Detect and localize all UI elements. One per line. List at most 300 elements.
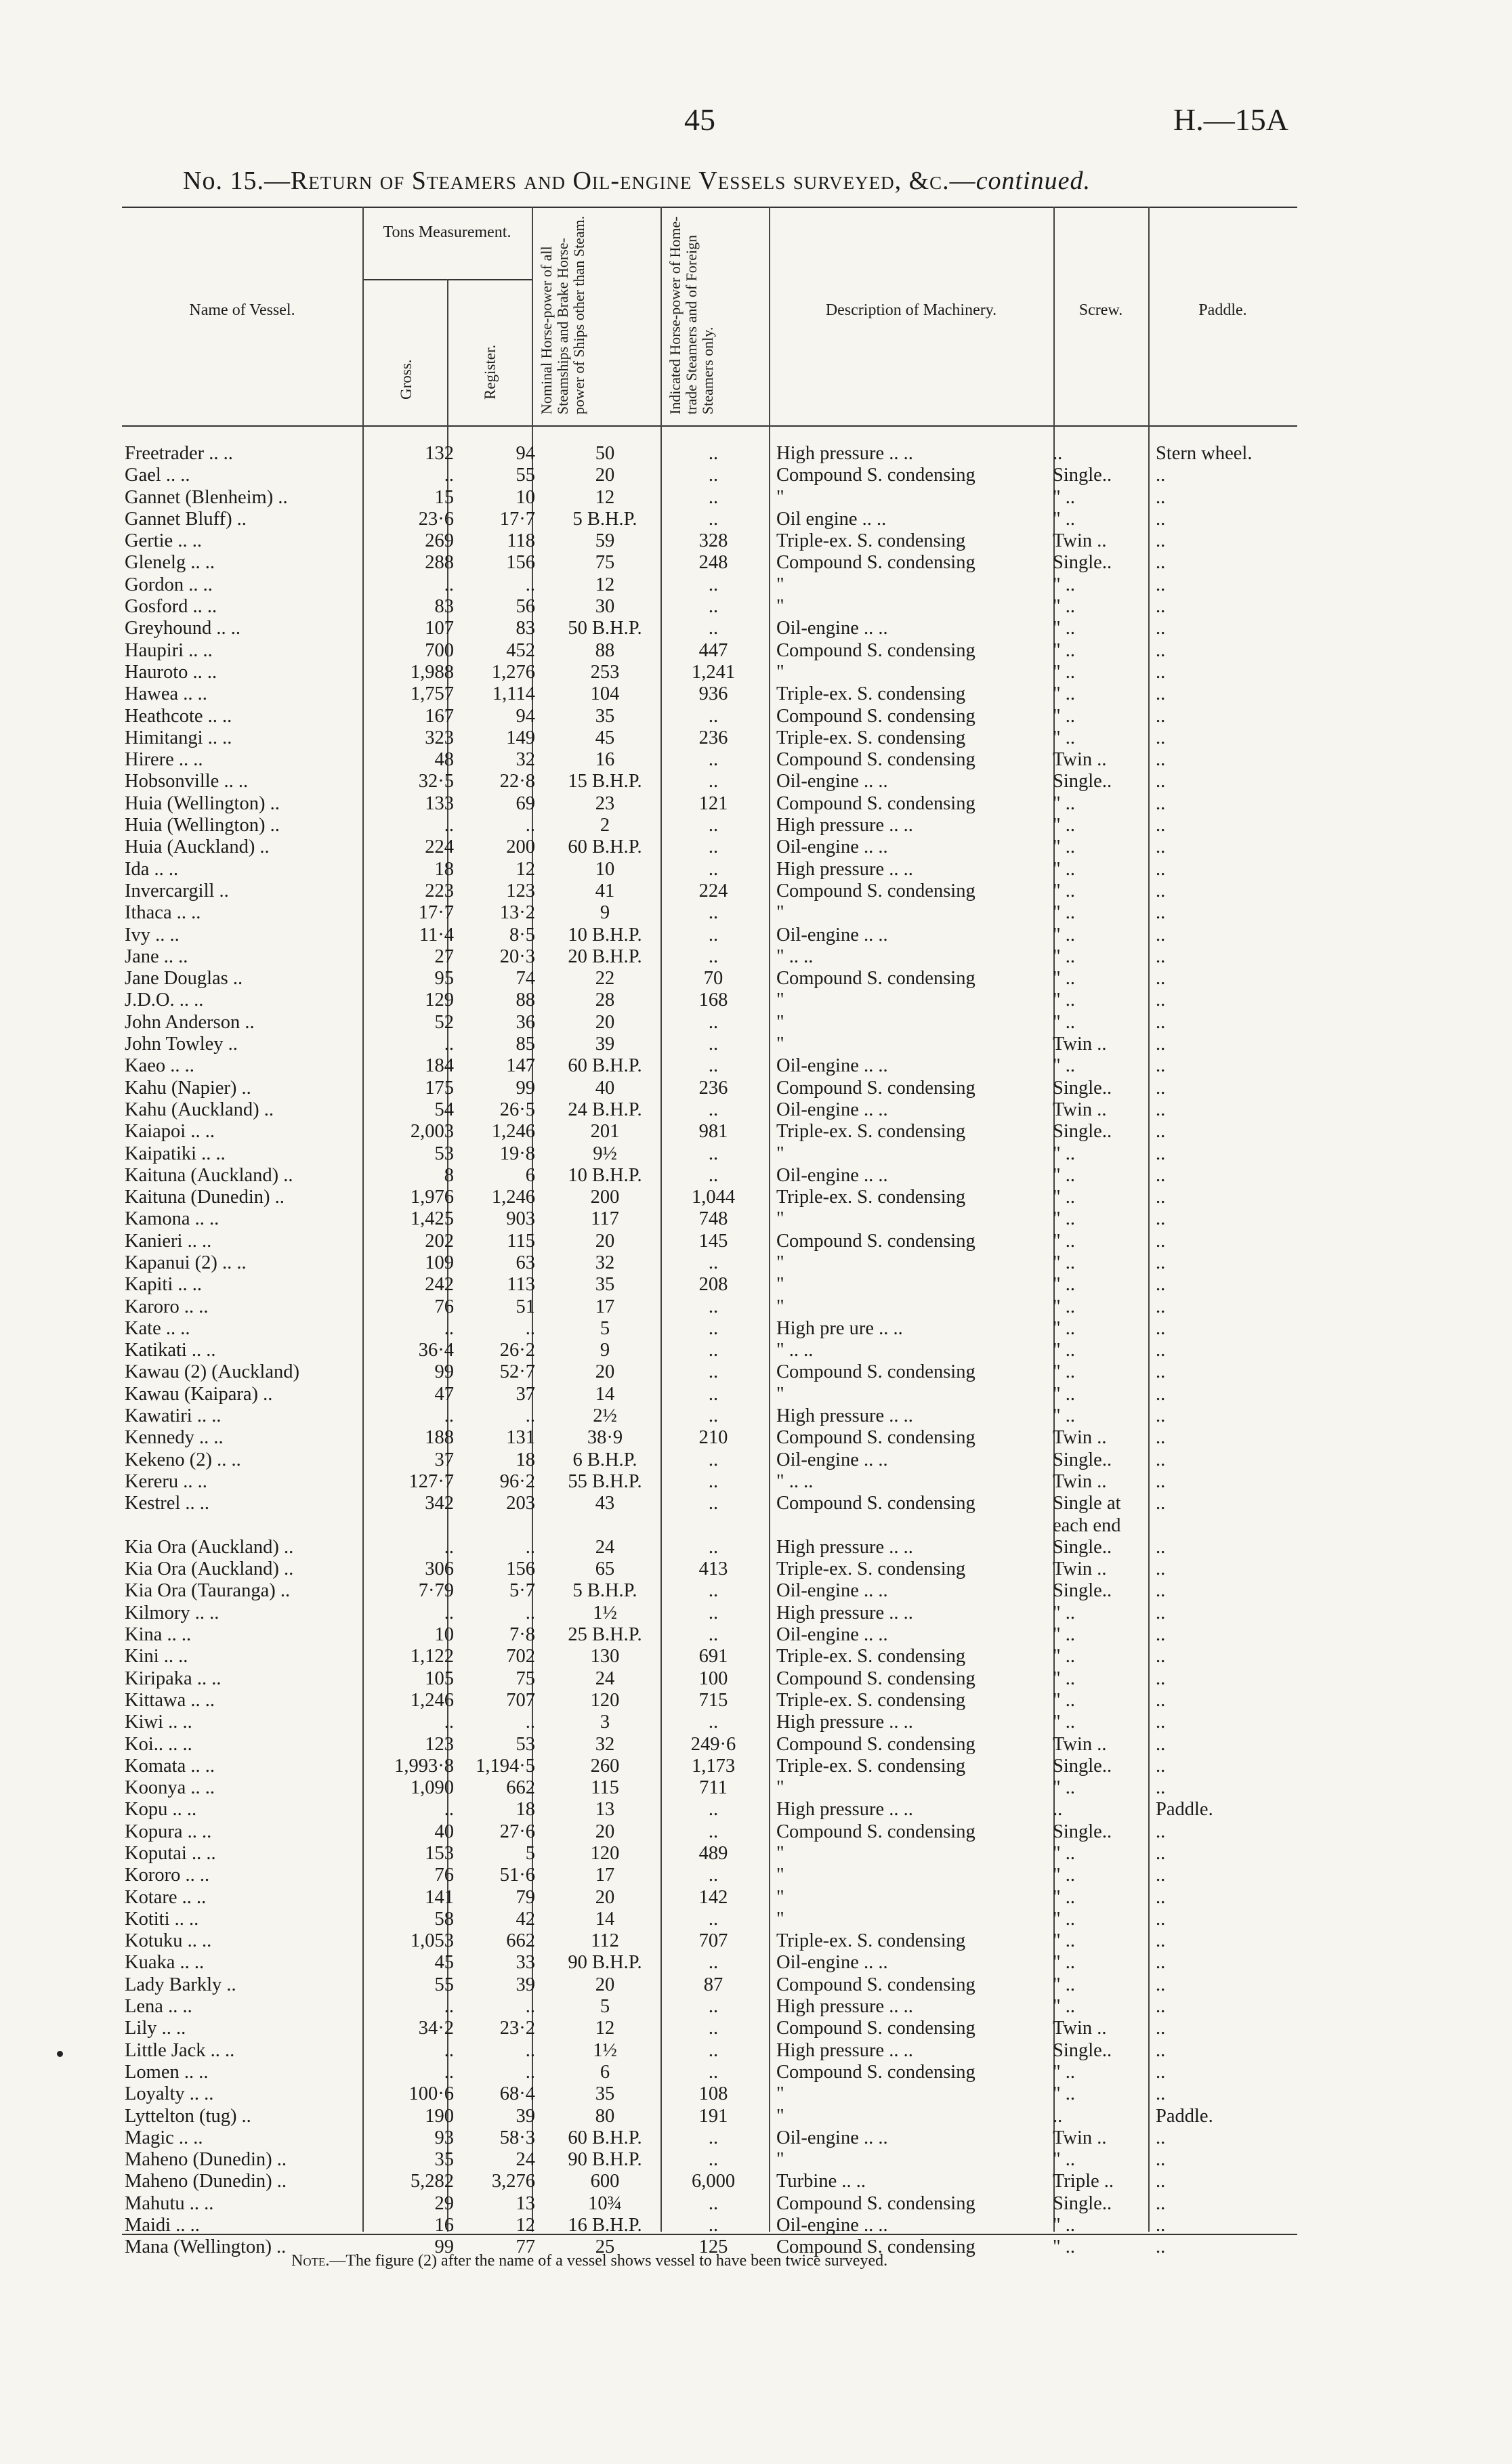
table-row — [122, 1099, 1252, 1121]
screw-type: " .. — [1053, 661, 1076, 683]
vessel-name: Kawau (2) (Auckland) — [125, 1361, 299, 1383]
indicated-hp: 707 — [698, 1930, 728, 1952]
register-tons: 63 — [516, 1252, 535, 1273]
gross-tons: 15 — [434, 486, 454, 508]
indicated-hp: .. — [708, 1908, 719, 1930]
vessel-name: Haupiri .. .. — [125, 639, 213, 661]
vessel-table — [122, 443, 1252, 2259]
register-tons: 147 — [506, 1055, 535, 1077]
table-row — [122, 1887, 1252, 1909]
screw-type: Triple .. — [1053, 2171, 1114, 2192]
nominal-hp: 35 — [595, 705, 615, 727]
vessel-name: Kestrel .. .. — [125, 1493, 210, 1514]
table-row — [122, 1449, 1252, 1471]
gross-tons: 45 — [434, 1952, 454, 1974]
screw-type: " .. — [1053, 902, 1076, 924]
indicated-hp: 715 — [698, 1689, 728, 1711]
nominal-hp: 25 B.H.P. — [568, 1624, 642, 1646]
screw-type: " .. — [1053, 683, 1076, 705]
gross-tons: 306 — [425, 1558, 454, 1580]
table-row — [122, 968, 1252, 990]
gross-tons: 76 — [434, 1865, 454, 1886]
nominal-hp: 17 — [595, 1865, 615, 1886]
nominal-hp: 39 — [595, 1034, 615, 1055]
table-row — [122, 880, 1252, 902]
table-row — [122, 836, 1252, 858]
indicated-hp: .. — [708, 1034, 719, 1055]
nominal-hp: 22 — [595, 968, 615, 990]
vessel-name: Kaipatiki .. .. — [125, 1143, 226, 1164]
machinery-description: Oil-engine .. .. — [776, 836, 888, 858]
gross-tons: .. — [444, 1996, 454, 2018]
register-tons: 36 — [516, 1011, 535, 1033]
vessel-name: Ithaca .. .. — [125, 902, 201, 924]
paddle-type: .. — [1156, 1296, 1166, 1317]
register-tons: 22·8 — [499, 771, 535, 792]
nominal-hp: 1½ — [593, 1602, 617, 1623]
register-tons: .. — [525, 2039, 535, 2061]
screw-type: Twin .. — [1053, 530, 1107, 552]
register-tons: 51 — [516, 1296, 535, 1317]
register-tons: .. — [525, 2061, 535, 2083]
indicated-hp: .. — [708, 1449, 719, 1470]
screw-type: " .. — [1053, 1865, 1076, 1886]
gross-tons: 18 — [434, 858, 454, 880]
paddle-type: .. — [1156, 1996, 1166, 2018]
vessel-name: Komata .. .. — [125, 1755, 215, 1777]
table-row — [122, 1624, 1252, 1646]
table-row — [122, 1340, 1252, 1361]
machinery-description: " — [776, 1252, 784, 1273]
machinery-description: Oil-engine .. .. — [776, 771, 888, 792]
vessel-name: Kia Ora (Auckland) .. — [125, 1558, 294, 1580]
col-header-tons: Tons Measurement. — [383, 224, 511, 241]
indicated-hp: .. — [708, 1602, 719, 1623]
screw-type: " .. — [1053, 1777, 1076, 1799]
register-tons: 83 — [516, 618, 535, 639]
screw-type: .. — [1053, 2105, 1063, 2127]
table-row — [122, 2040, 1252, 2062]
machinery-description: High pressure .. .. — [776, 858, 913, 880]
nominal-hp: 130 — [590, 1646, 620, 1668]
register-tons: 94 — [516, 705, 535, 727]
indicated-hp: .. — [708, 1865, 719, 1886]
gross-tons: 342 — [425, 1493, 454, 1514]
nominal-hp: 35 — [595, 2083, 615, 2105]
machinery-description: High pre ure .. .. — [776, 1317, 903, 1339]
paddle-type: .. — [1156, 1405, 1166, 1427]
register-tons: 707 — [506, 1689, 535, 1711]
col-header-gross: Gross. — [398, 359, 415, 400]
indicated-hp: .. — [708, 749, 719, 771]
table-row — [122, 465, 1252, 486]
gross-tons: 133 — [425, 792, 454, 814]
gross-tons: 1,757 — [410, 683, 454, 705]
paddle-type: .. — [1156, 815, 1166, 836]
nominal-hp: 120 — [590, 1689, 620, 1711]
vessel-name: Ida .. .. — [125, 858, 179, 880]
register-tons: 20·3 — [499, 946, 535, 967]
machinery-description: Triple-ex. S. condensing — [776, 727, 966, 748]
register-tons: 6 — [525, 1164, 535, 1186]
machinery-description: Compound S. condensing — [776, 1493, 975, 1514]
title-continued: continued. — [975, 167, 1091, 195]
screw-type: Single.. — [1053, 465, 1112, 486]
paddle-type: .. — [1156, 1252, 1166, 1273]
nominal-hp: 20 — [595, 465, 615, 486]
paddle-type: .. — [1156, 858, 1166, 880]
nominal-hp: 20 B.H.P. — [568, 946, 642, 967]
indicated-hp: .. — [708, 596, 719, 618]
vessel-name: Greyhound .. .. — [125, 618, 240, 639]
paddle-type: .. — [1156, 1208, 1166, 1230]
machinery-description: Oil-engine .. .. — [776, 1580, 888, 1602]
gross-tons: 184 — [425, 1055, 454, 1077]
vessel-name: Gannet (Blenheim) .. — [125, 486, 288, 508]
screw-type: Twin .. — [1053, 1099, 1107, 1120]
col-header-screw: Screw. — [1078, 301, 1123, 319]
screw-type: " .. — [1053, 1383, 1076, 1405]
gross-tons: 58 — [434, 1908, 454, 1930]
indicated-hp — [663, 1515, 764, 1537]
vessel-name: Kiripaka .. .. — [125, 1668, 222, 1689]
screw-type: " .. — [1053, 1602, 1076, 1623]
gross-tons: .. — [444, 1536, 454, 1558]
col-header-indicated: Indicated Horse-power of Home-trade Steamers and of Foreign Steamers only. — [667, 216, 716, 415]
screw-type: " .. — [1053, 1646, 1076, 1668]
register-tons: 113 — [507, 1274, 535, 1296]
table-row — [122, 1777, 1252, 1799]
screw-type: " .. — [1053, 1011, 1076, 1033]
gross-tons: 269 — [425, 530, 454, 552]
screw-type: " .. — [1053, 1908, 1076, 1930]
gross-tons: 1,246 — [410, 1689, 454, 1711]
screw-type: Single.. — [1053, 1077, 1112, 1099]
machinery-description: " .. .. — [776, 1470, 814, 1492]
table-row — [122, 1231, 1252, 1252]
nominal-hp: 20 — [595, 1361, 615, 1383]
register-tons: 452 — [506, 639, 535, 661]
gross-tons: 83 — [434, 596, 454, 618]
gross-tons: 55 — [434, 1974, 454, 1995]
nominal-hp: 112 — [591, 1930, 619, 1952]
paddle-type: .. — [1156, 1274, 1166, 1296]
vessel-name: Huia (Wellington) .. — [125, 792, 280, 814]
nominal-hp: 20 — [595, 1230, 615, 1252]
screw-type: " .. — [1053, 2236, 1076, 2258]
paddle-type: .. — [1156, 552, 1166, 574]
indicated-hp: .. — [708, 1493, 719, 1514]
screw-type: " .. — [1053, 968, 1076, 990]
paddle-type: .. — [1156, 1624, 1166, 1646]
nominal-hp: 24 — [595, 1536, 615, 1558]
table-row — [122, 859, 1252, 880]
gross-tons: 95 — [434, 968, 454, 990]
table-row — [122, 1974, 1252, 1996]
indicated-hp: 1,241 — [691, 661, 736, 683]
paddle-type: .. — [1156, 1843, 1166, 1864]
screw-type: " .. — [1053, 990, 1076, 1011]
paddle-type: .. — [1156, 465, 1166, 486]
machinery-description: Compound S. condensing — [776, 705, 975, 727]
vessel-name: Kuaka .. .. — [125, 1952, 205, 1974]
paddle-type: .. — [1156, 1755, 1166, 1777]
nominal-hp: 104 — [590, 683, 620, 705]
machinery-description: Oil-engine .. .. — [776, 2215, 888, 2236]
paddle-type: .. — [1156, 1886, 1166, 1908]
header-bottom-rule — [122, 425, 1297, 427]
paddle-type: .. — [1156, 1383, 1166, 1405]
paddle-type: .. — [1156, 2149, 1166, 2171]
machinery-description: " — [776, 990, 784, 1011]
screw-type: Twin .. — [1053, 1470, 1107, 1492]
nominal-hp: 60 B.H.P. — [568, 2127, 642, 2148]
vessel-name: Lady Barkly .. — [125, 1974, 236, 1995]
indicated-hp: 100 — [698, 1668, 728, 1689]
paddle-type: .. — [1156, 1011, 1166, 1033]
indicated-hp: 328 — [698, 530, 728, 552]
nominal-hp: 10 — [595, 858, 615, 880]
vessel-name: Koputai .. .. — [125, 1843, 216, 1864]
vessel-name: Hirere .. .. — [125, 749, 203, 771]
screw-type: Single at — [1053, 1493, 1121, 1514]
indicated-hp: 6,000 — [691, 2171, 736, 2192]
register-tons: 203 — [506, 1493, 535, 1514]
screw-type: Single.. — [1053, 552, 1112, 574]
gross-tons: 223 — [425, 880, 454, 901]
register-tons: 69 — [516, 792, 535, 814]
nominal-hp: 16 B.H.P. — [568, 2215, 642, 2236]
table-row — [122, 1668, 1252, 1690]
machinery-description: Compound S. condensing — [776, 1974, 975, 1995]
paddle-type: .. — [1156, 639, 1166, 661]
register-tons: 10 — [516, 486, 535, 508]
vessel-name: Kia Ora (Tauranga) .. — [125, 1580, 291, 1602]
nominal-hp: 10 B.H.P. — [568, 924, 642, 946]
table-row — [122, 1318, 1252, 1340]
machinery-description: Compound S. condensing — [776, 792, 975, 814]
indicated-hp: .. — [708, 2215, 719, 2236]
vessel-name: Kotuku .. .. — [125, 1930, 212, 1952]
nominal-hp: 90 B.H.P. — [568, 1952, 642, 1974]
register-tons: .. — [525, 815, 535, 836]
indicated-hp: .. — [708, 771, 719, 792]
machinery-description: Compound S. condensing — [776, 2192, 975, 2214]
screw-type: Twin .. — [1053, 1558, 1107, 1580]
vessel-name: Gertie .. .. — [125, 530, 202, 552]
paddle-type: .. — [1156, 1908, 1166, 1930]
paddle-type: .. — [1156, 792, 1166, 814]
paddle-type: .. — [1156, 2018, 1166, 2039]
nominal-hp: 10¾ — [588, 2192, 622, 2214]
screw-type: " .. — [1053, 639, 1076, 661]
table-row — [122, 1165, 1252, 1187]
nominal-hp: 9½ — [593, 1143, 617, 1164]
register-tons: 156 — [506, 552, 535, 574]
indicated-hp: .. — [708, 946, 719, 967]
register-tons: 96·2 — [499, 1470, 535, 1492]
machinery-description: High pressure .. .. — [776, 1712, 913, 1733]
machinery-description: Compound S. condensing — [776, 1821, 975, 1842]
machinery-description: " — [776, 661, 784, 683]
gross-tons: 29 — [434, 2192, 454, 2214]
indicated-hp: .. — [708, 1821, 719, 1842]
screw-type: " .. — [1053, 1340, 1076, 1361]
screw-type: " .. — [1053, 1252, 1076, 1273]
machinery-description: Triple-ex. S. condensing — [776, 1558, 966, 1580]
screw-type: " .. — [1053, 1624, 1076, 1646]
vessel-name: Jane Douglas .. — [125, 968, 243, 990]
nominal-hp: 12 — [595, 486, 615, 508]
indicated-hp: .. — [708, 1340, 719, 1361]
table-row — [122, 618, 1252, 639]
nominal-hp: 40 — [595, 1077, 615, 1099]
table-row — [122, 1602, 1252, 1624]
register-tons: 5 — [525, 1843, 535, 1864]
col-header-register: Register. — [482, 344, 499, 400]
indicated-hp: .. — [708, 2127, 719, 2148]
table-row — [122, 1821, 1252, 1843]
machinery-description: Triple-ex. S. condensing — [776, 530, 966, 552]
register-tons: .. — [525, 1602, 535, 1623]
indicated-hp: 145 — [698, 1230, 728, 1252]
paddle-type: .. — [1156, 1317, 1166, 1339]
table-row — [122, 1078, 1252, 1099]
screw-type: " .. — [1053, 880, 1076, 901]
vessel-name: Kekeno (2) .. .. — [125, 1449, 241, 1470]
paddle-type: .. — [1156, 1164, 1166, 1186]
nominal-hp: 32 — [595, 1252, 615, 1273]
machinery-description — [764, 1515, 1047, 1537]
gross-tons: 123 — [425, 1733, 454, 1755]
register-tons: 19·8 — [499, 1143, 535, 1164]
screw-type: " .. — [1053, 836, 1076, 858]
paddle-type: .. — [1156, 2192, 1166, 2214]
gross-tons: .. — [444, 1602, 454, 1623]
paddle-type — [1146, 1515, 1252, 1537]
table-row — [122, 1384, 1252, 1405]
vessel-name: Kopu .. .. — [125, 1799, 197, 1821]
table-row — [122, 1515, 1252, 1537]
paddle-type: .. — [1156, 1865, 1166, 1886]
table-row — [122, 1493, 1252, 1514]
gross-tons: 5,282 — [410, 2171, 454, 2192]
gross-tons: 105 — [425, 1668, 454, 1689]
vessel-name: Gael .. .. — [125, 465, 190, 486]
gross-tons: 1,053 — [410, 1930, 454, 1952]
indicated-hp: 413 — [698, 1558, 728, 1580]
footnote — [291, 2252, 887, 2270]
vessel-name: Katikati .. .. — [125, 1340, 216, 1361]
gross-tons: 76 — [434, 1296, 454, 1317]
gross-tons: 700 — [425, 639, 454, 661]
table-row — [122, 1930, 1252, 1952]
screw-type: each end — [1053, 1514, 1121, 1536]
paddle-type: .. — [1156, 1055, 1166, 1077]
indicated-hp: .. — [708, 1361, 719, 1383]
machinery-description: Oil-engine .. .. — [776, 1624, 888, 1646]
nominal-hp: 17 — [595, 1296, 615, 1317]
table-row — [122, 1558, 1252, 1580]
gross-tons: 35 — [434, 2149, 454, 2171]
gross-tons: 107 — [425, 618, 454, 639]
gross-tons: 132 — [425, 443, 454, 464]
paddle-type: .. — [1156, 1361, 1166, 1383]
paddle-type: .. — [1156, 508, 1166, 530]
table-row — [122, 1799, 1252, 1821]
nominal-hp: 5 B.H.P. — [572, 508, 637, 530]
table-row — [122, 662, 1252, 683]
register-tons: 123 — [506, 880, 535, 901]
nominal-hp: 20 — [595, 1011, 615, 1033]
nominal-hp: 80 — [595, 2105, 615, 2127]
register-tons: 903 — [506, 1208, 535, 1230]
gross-tons: 11·4 — [419, 924, 454, 946]
register-tons: 17·7 — [499, 508, 535, 530]
machinery-description: " — [776, 1296, 784, 1317]
machinery-description: Triple-ex. S. condensing — [776, 1689, 966, 1711]
vessel-name: Kia Ora (Auckland) .. — [125, 1536, 294, 1558]
nominal-hp: 90 B.H.P. — [568, 2149, 642, 2171]
screw-type: Twin .. — [1053, 1427, 1107, 1449]
paddle-type: .. — [1156, 1449, 1166, 1470]
indicated-hp: .. — [708, 2039, 719, 2061]
paddle-type: .. — [1156, 2171, 1166, 2192]
nominal-hp: 20 — [595, 1974, 615, 1995]
register-tons: 52·7 — [499, 1361, 535, 1383]
machinery-description: Oil-engine .. .. — [776, 1055, 888, 1077]
indicated-hp: 249·6 — [690, 1733, 736, 1755]
register-tons: 75 — [516, 1668, 535, 1689]
register-tons: .. — [525, 1405, 535, 1427]
indicated-hp: 489 — [698, 1843, 728, 1864]
register-tons — [461, 1515, 547, 1537]
page-number: 45 — [684, 102, 715, 137]
nominal-hp: 5 B.H.P. — [572, 1580, 637, 1602]
vessel-name: Kotare .. .. — [125, 1886, 207, 1908]
register-tons: 39 — [516, 2105, 535, 2127]
register-tons: 53 — [516, 1733, 535, 1755]
indicated-hp: 191 — [698, 2105, 728, 2127]
screw-type: " .. — [1053, 924, 1076, 946]
paddle-type: .. — [1156, 1580, 1166, 1602]
machinery-description: Compound S. condensing — [776, 552, 975, 574]
screw-type: Twin .. — [1053, 1733, 1107, 1755]
header-top-rule — [122, 207, 1297, 208]
title-main: Return of Steamers and Oil-engine Vessels surveyed, &c.— — [290, 167, 976, 195]
indicated-hp: .. — [708, 836, 719, 858]
nominal-hp: 60 B.H.P. — [568, 1055, 642, 1077]
indicated-hp: .. — [708, 443, 719, 464]
screw-type: " .. — [1053, 618, 1076, 639]
vessel-name: Hauroto .. .. — [125, 661, 217, 683]
nominal-hp: 6 — [600, 2061, 610, 2083]
screw-type: " .. — [1053, 1689, 1076, 1711]
register-tons: 12 — [516, 2215, 535, 2236]
indicated-hp: .. — [708, 1011, 719, 1033]
indicated-hp: 691 — [698, 1646, 728, 1668]
register-tons: 118 — [507, 530, 535, 552]
screw-type: Single.. — [1053, 1449, 1112, 1470]
vessel-name: Kapiti .. .. — [125, 1274, 202, 1296]
register-tons: 662 — [506, 1930, 535, 1952]
register-tons: 56 — [516, 596, 535, 618]
machinery-description: Oil-engine .. .. — [776, 1952, 888, 1974]
vessel-name: Invercargill .. — [125, 880, 229, 901]
nominal-hp: 60 B.H.P. — [568, 836, 642, 858]
vessel-name: Kahu (Napier) .. — [125, 1077, 251, 1099]
gross-tons — [362, 1515, 461, 1537]
